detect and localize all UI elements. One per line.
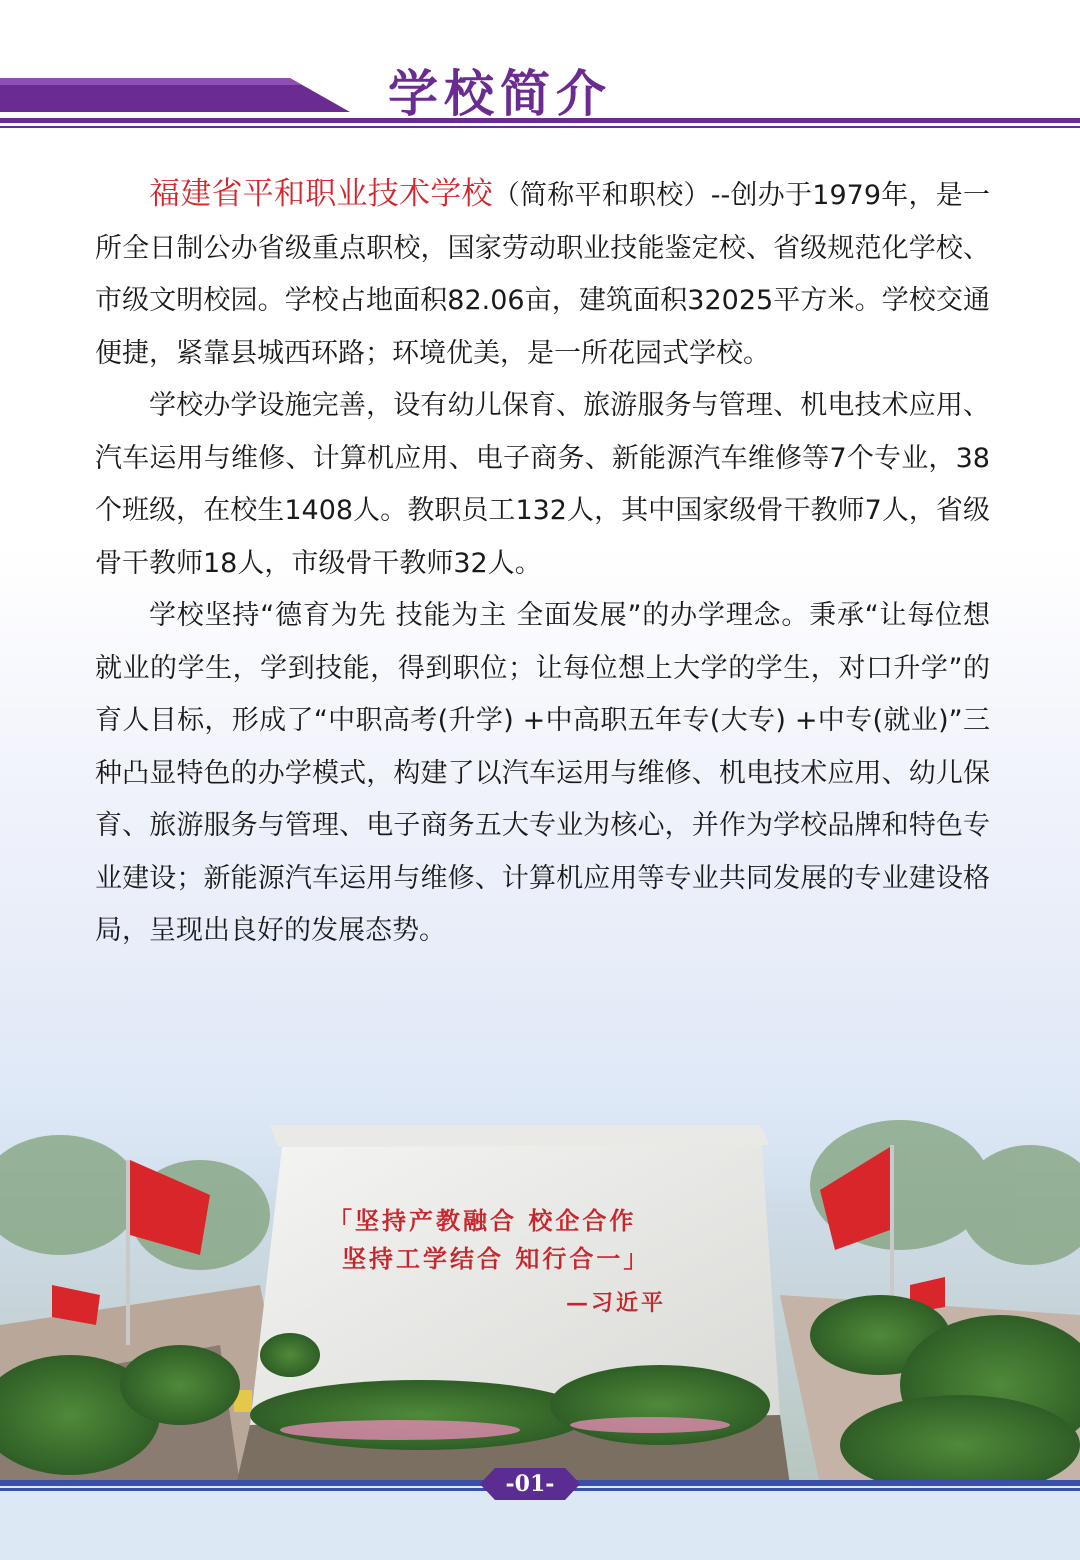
motto-line-1: 「坚持产教融合 校企合作 bbox=[328, 1206, 637, 1235]
page-number: -01- bbox=[505, 1471, 555, 1497]
motto-line-2: 坚持工学结合 知行合一」 bbox=[342, 1244, 651, 1273]
paragraph-2: 学校办学设施完善，设有幼儿保育、旅游服务与管理、机电技术应用、汽车运用与维修、计算机应用、电子商务、新能源汽车维修等7个专业，38个班级，在校生1408人。教职员工132人，其中国家级骨干教师7人，省级骨干教师18人，市级骨干教师32人。 bbox=[95, 390, 990, 579]
intro-text bbox=[95, 168, 990, 958]
school-name: 福建省平和职业技术学校 bbox=[149, 176, 493, 212]
page-title: 学校简介 bbox=[388, 65, 612, 123]
campus-photo bbox=[0, 1085, 1080, 1485]
paragraph-3: 学校坚持“德育为先 技能为主 全面发展”的办学理念。秉承“让每位想就业的学生，学到技能，得到职位；让每位想上大学的学生，对口升学”的育人目标，形成了“中职高考(升学) +中高职五年专(大专) +中专(就业)”三种凸显特色的办学模式，构建了以汽车运用与维修、机电技术应用、幼儿保育、旅游服务与管理、电子商务五大专业为核心，并作为学校品牌和特色专业建设；新能源汽车运用与维修、计算机应用等专业共同发展的专业建设格局，呈现出良好的发展态势。 bbox=[95, 600, 990, 946]
paragraph-1 bbox=[95, 168, 990, 380]
motto-attribution: —习近平 bbox=[566, 1290, 667, 1316]
campus-illustration bbox=[0, 1085, 1080, 1485]
paragraph-1-text: （简称平和职校）--创办于1979年，是一所全日制公办省级重点职校，国家劳动职业技能鉴定校、省级规范化学校、市级文明校园。学校占地面积82.06亩，建筑面积32025平方米。学校交通便捷，紧靠县城西环路；环境优美，是一所花园式学校。 bbox=[95, 180, 991, 369]
